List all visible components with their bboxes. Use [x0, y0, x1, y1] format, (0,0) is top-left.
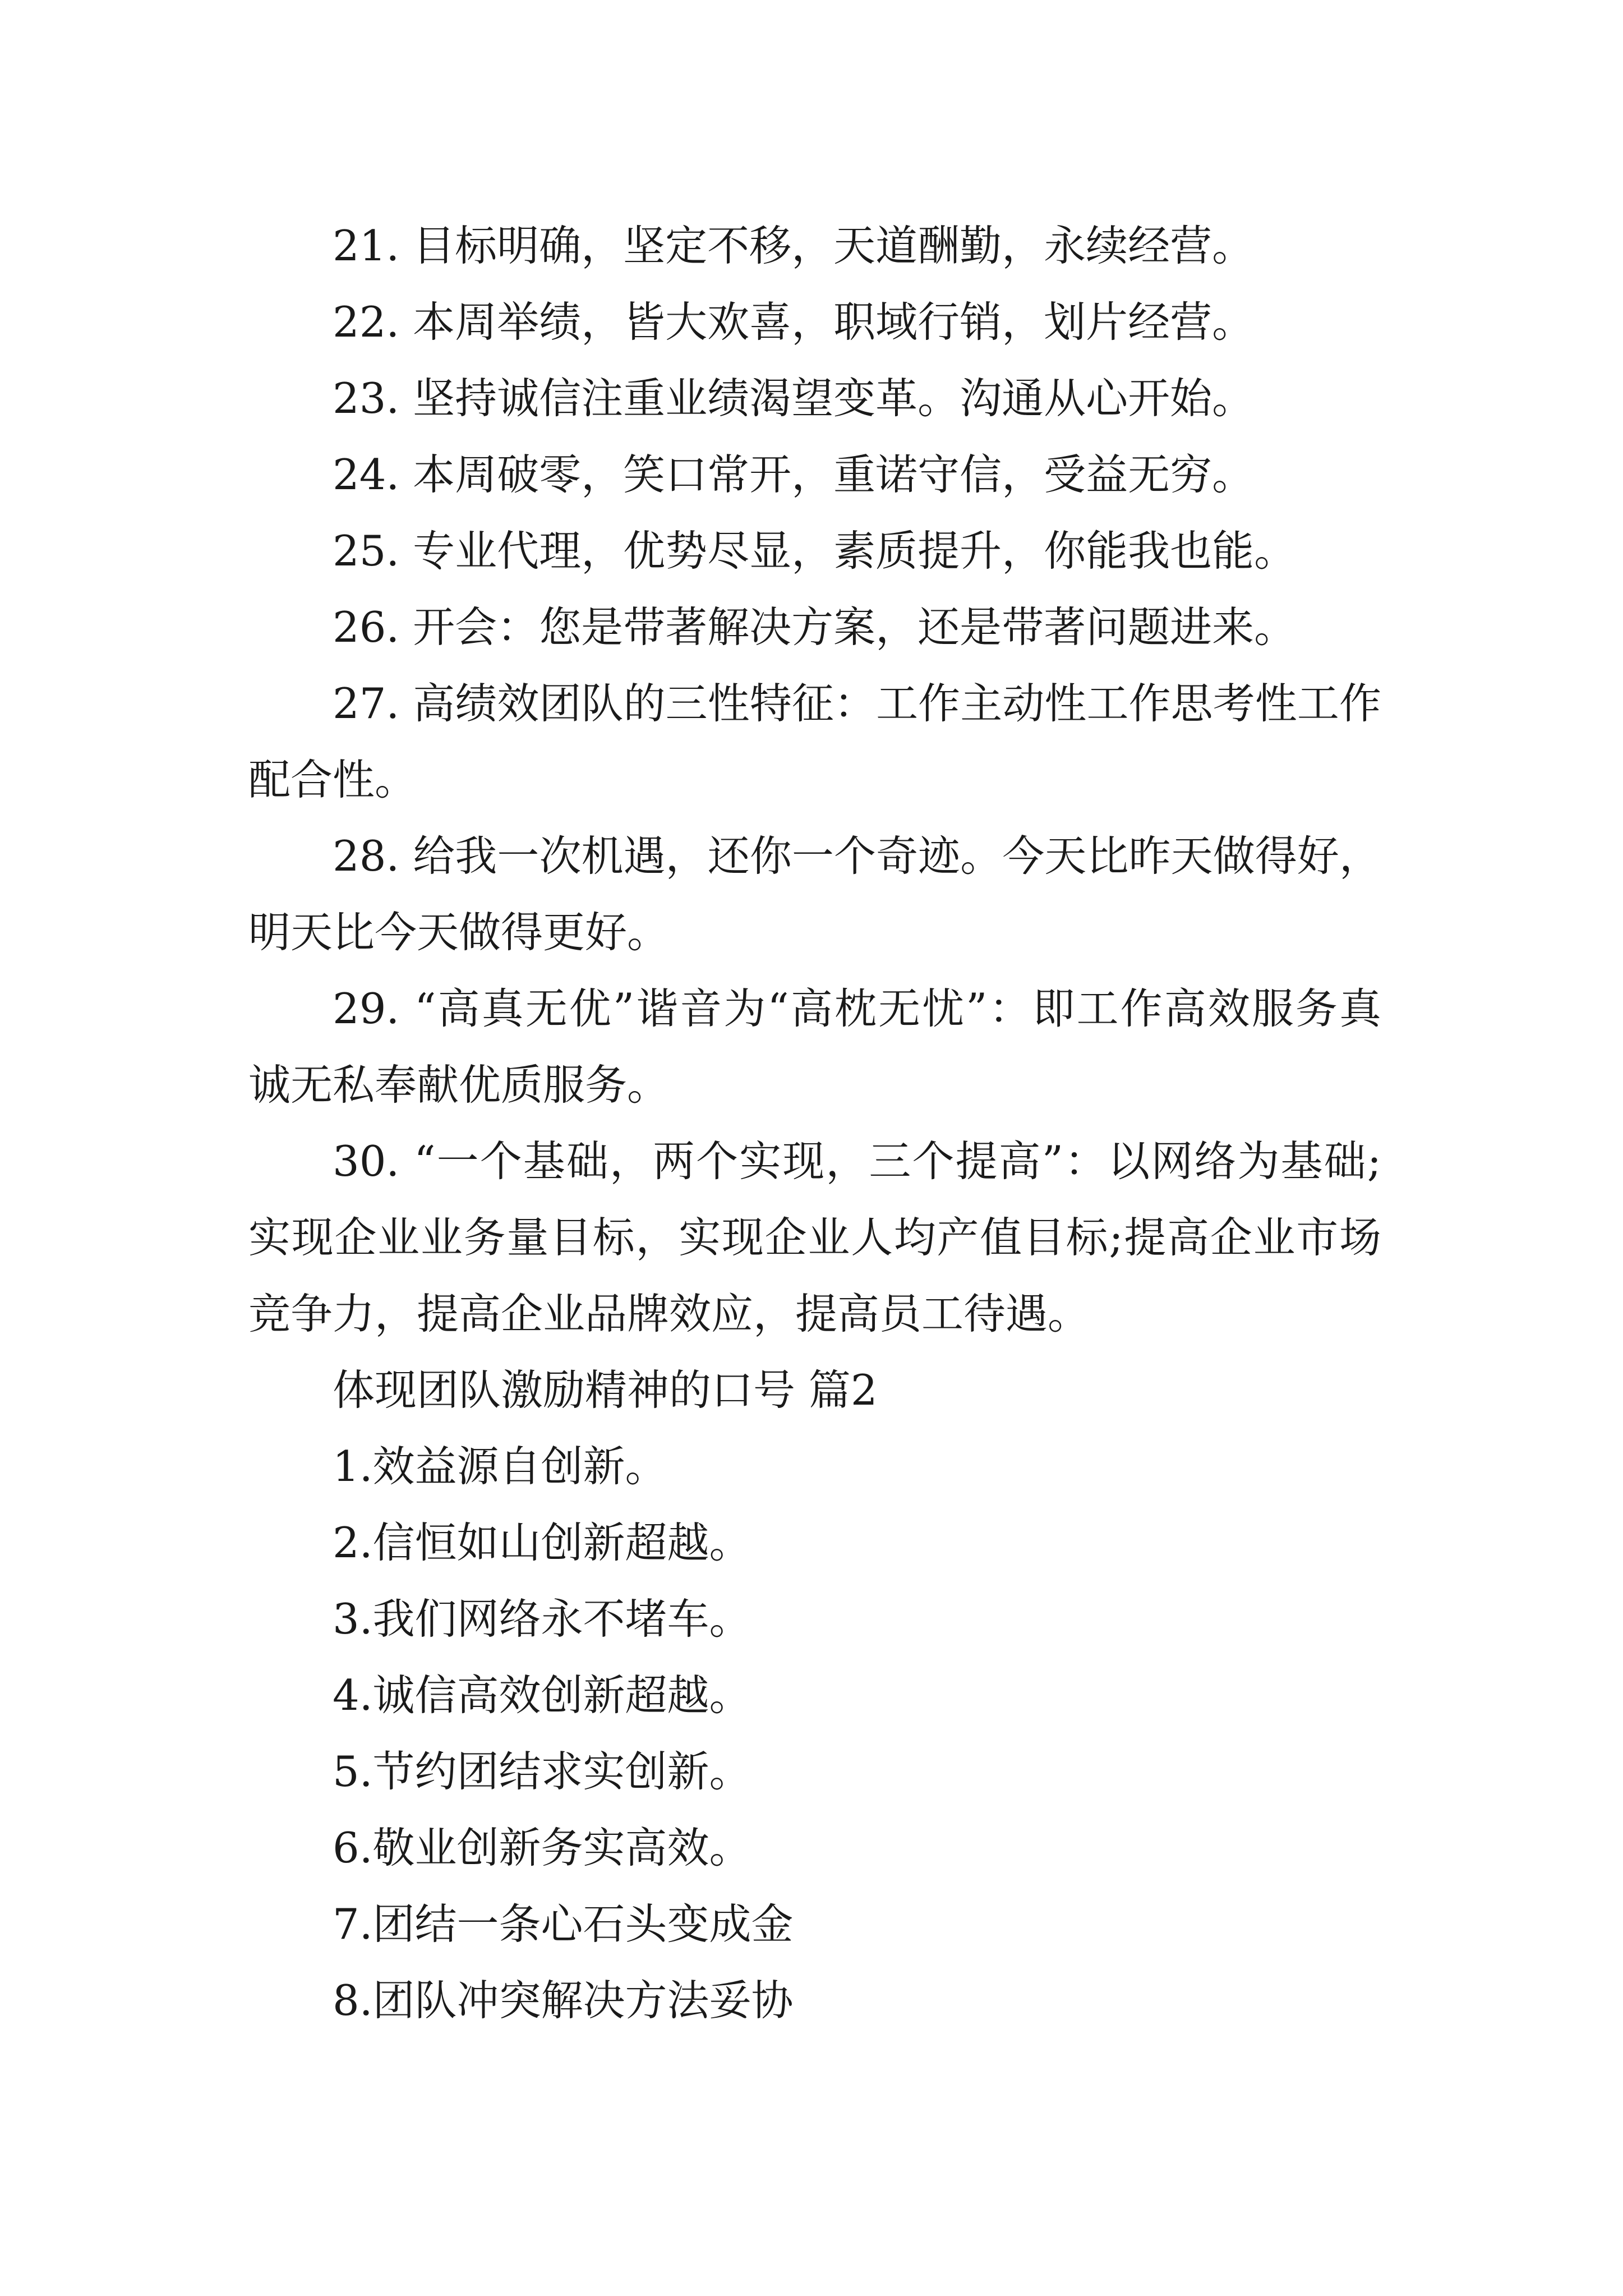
section-heading: 体现团队激励精神的口号 篇2: [333, 1365, 878, 1415]
slogan-paragraph: 25. 专业代理，优势尽显，素质提升，你能我也能。: [333, 526, 1297, 576]
document-body: [248, 208, 1381, 2039]
list-item: 1.效益源自创新。: [333, 1442, 667, 1491]
slogan-paragraph: 26. 开会：您是带著解决方案，还是带著问题进来。: [333, 602, 1297, 652]
list-item: 5.节约团结求实创新。: [333, 1747, 751, 1796]
slogan-paragraph: 30. “一个基础，两个实现，三个提高”：以网络为基础;实现企业业务量目标，实现企业人均产值目标;提高企业市场竞争力，提高企业品牌效应，提高员工待遇。: [248, 1137, 1381, 1338]
slogan-paragraph: 24. 本周破零，笑口常开，重诺守信，受益无穷。: [333, 450, 1255, 499]
list-item: 7.团结一条心石头变成金: [333, 1899, 794, 1949]
slogan-paragraph: 21. 目标明确，坚定不移，天道酬勤，永续经营。: [333, 221, 1255, 270]
list-item: 4.诚信高效创新超越。: [333, 1671, 751, 1720]
list-item: 8.团队冲突解决方法妥协: [333, 1976, 794, 2025]
list-item: 3.我们网络永不堵车。: [333, 1594, 751, 1644]
list-item: 6.敬业创新务实高效。: [333, 1823, 751, 1872]
list-item: 2.信恒如山创新超越。: [333, 1518, 751, 1567]
slogan-paragraph: 22. 本周举绩，皆大欢喜，职域行销，划片经营。: [333, 297, 1255, 347]
slogan-paragraph: 29. “高真无优”谐音为“高枕无忧”：即工作高效服务真诚无私奉献优质服务。: [248, 984, 1381, 1110]
slogan-paragraph: 23. 坚持诚信注重业绩渴望变革。沟通从心开始。: [333, 374, 1255, 423]
slogan-paragraph: 27. 高绩效团队的三性特征：工作主动性工作思考性工作配合性。: [248, 679, 1381, 804]
slogan-paragraph: 28. 给我一次机遇，还你一个奇迹。今天比昨天做得好，明天比今天做得更好。: [248, 831, 1381, 957]
